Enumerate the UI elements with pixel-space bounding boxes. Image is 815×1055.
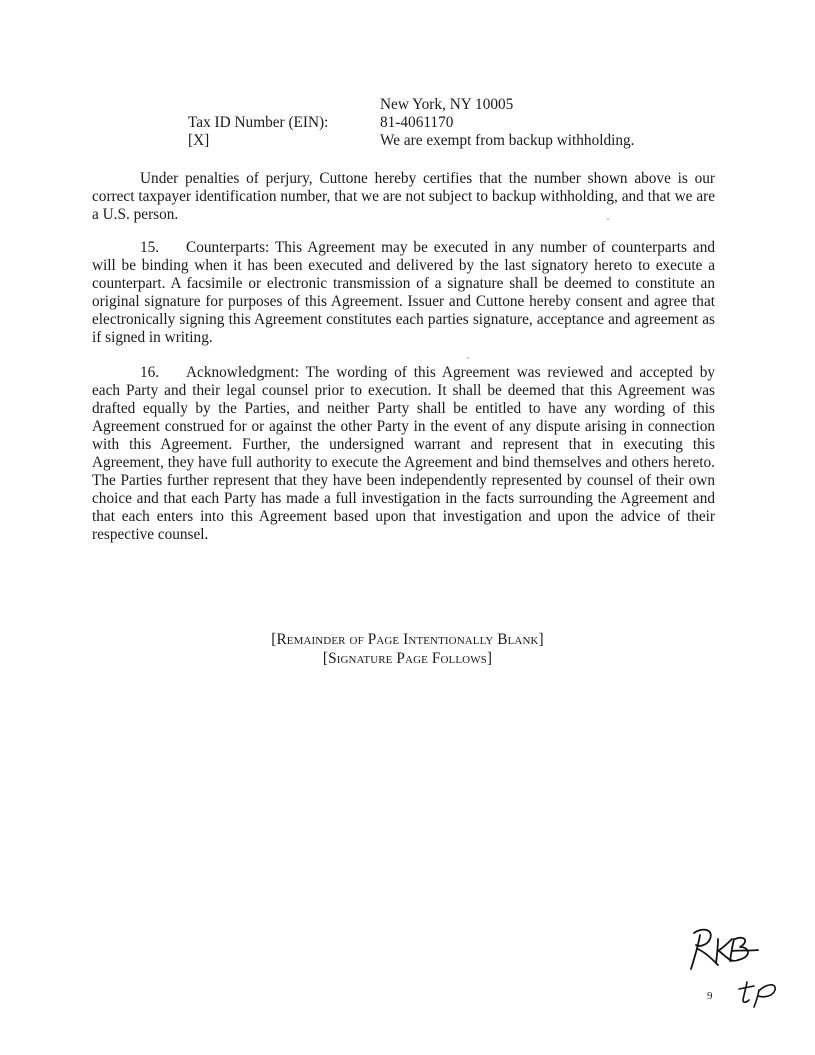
handwritten-initials-rkb (688, 925, 760, 971)
remainder-blank-line: [Remainder of Page Intentionally Blank] (271, 631, 544, 648)
section-15-text: Counterparts: This Agreement may be executed in any number of counterparts and will be binding when it has been executed and delivered by the last signatory hereto to execute a counterpart. A facsimile or electronic transmission of a signature shall be deemed to constitute an original signature for purposes of this Agreement. Issuer and Cuttone hereby consent and agree that electronically signing this Agreement constitutes each parties signature, acceptance and agreement as if signed in writing. (92, 239, 715, 346)
tax-info-block (188, 96, 708, 150)
address-label-spacer (188, 96, 380, 114)
exempt-text: We are exempt from backup withholding. (380, 132, 635, 149)
intentionally-blank-notice (0, 630, 815, 668)
section-16-text: Acknowledgment: The wording of this Agreement was reviewed and accepted by each Party and their legal counsel prior to execution. It shall be deemed that this Agreement was drafted equally by the Parties, and neither Party shall be entitled to have any wording of this Agreement construed for or against the other Party in the event of any dispute arising in connection with this Agreement. Further, the undersigned warrant and represent that in executing this Agreement, they have full authority to execute the Agreement and bind themselves and others hereto. The Parties further represent that they have been independently represented by counsel of their own choice and that each Party has made a full investigation in the facts surrounding the Agreement and that each enters into this Agreement based upon that investigation and upon the advice of their respective counsel. (92, 364, 715, 543)
scan-speck (607, 218, 609, 220)
section-16-acknowledgment (92, 364, 715, 544)
exempt-checkbox-mark: [X] (188, 132, 210, 149)
ein-label: Tax ID Number (EIN): (188, 114, 329, 131)
section-15-counterparts (92, 239, 715, 347)
address-line: New York, NY 10005 (380, 96, 514, 113)
section-15-paragraph (92, 239, 715, 347)
section-16-paragraph (92, 364, 715, 544)
ein-value: 81-4061170 (380, 114, 454, 131)
signature-follows-line: [Signature Page Follows] (322, 650, 493, 667)
section-16-number: 16. (140, 364, 160, 381)
handwritten-initials-tp (737, 978, 781, 1008)
certification-paragraph (92, 170, 715, 224)
certification-text: Under penalties of perjury, Cuttone hereby certifies that the number shown above is our correct taxpayer identification number, that we are not subject to backup withholding, and that we are a U.S. person. (92, 170, 715, 223)
page-number: 9 (707, 990, 713, 1002)
scan-speck (467, 357, 469, 359)
ein-row (188, 114, 708, 132)
address-row (188, 96, 708, 114)
section-15-number: 15. (140, 239, 160, 256)
exempt-row (188, 132, 708, 150)
